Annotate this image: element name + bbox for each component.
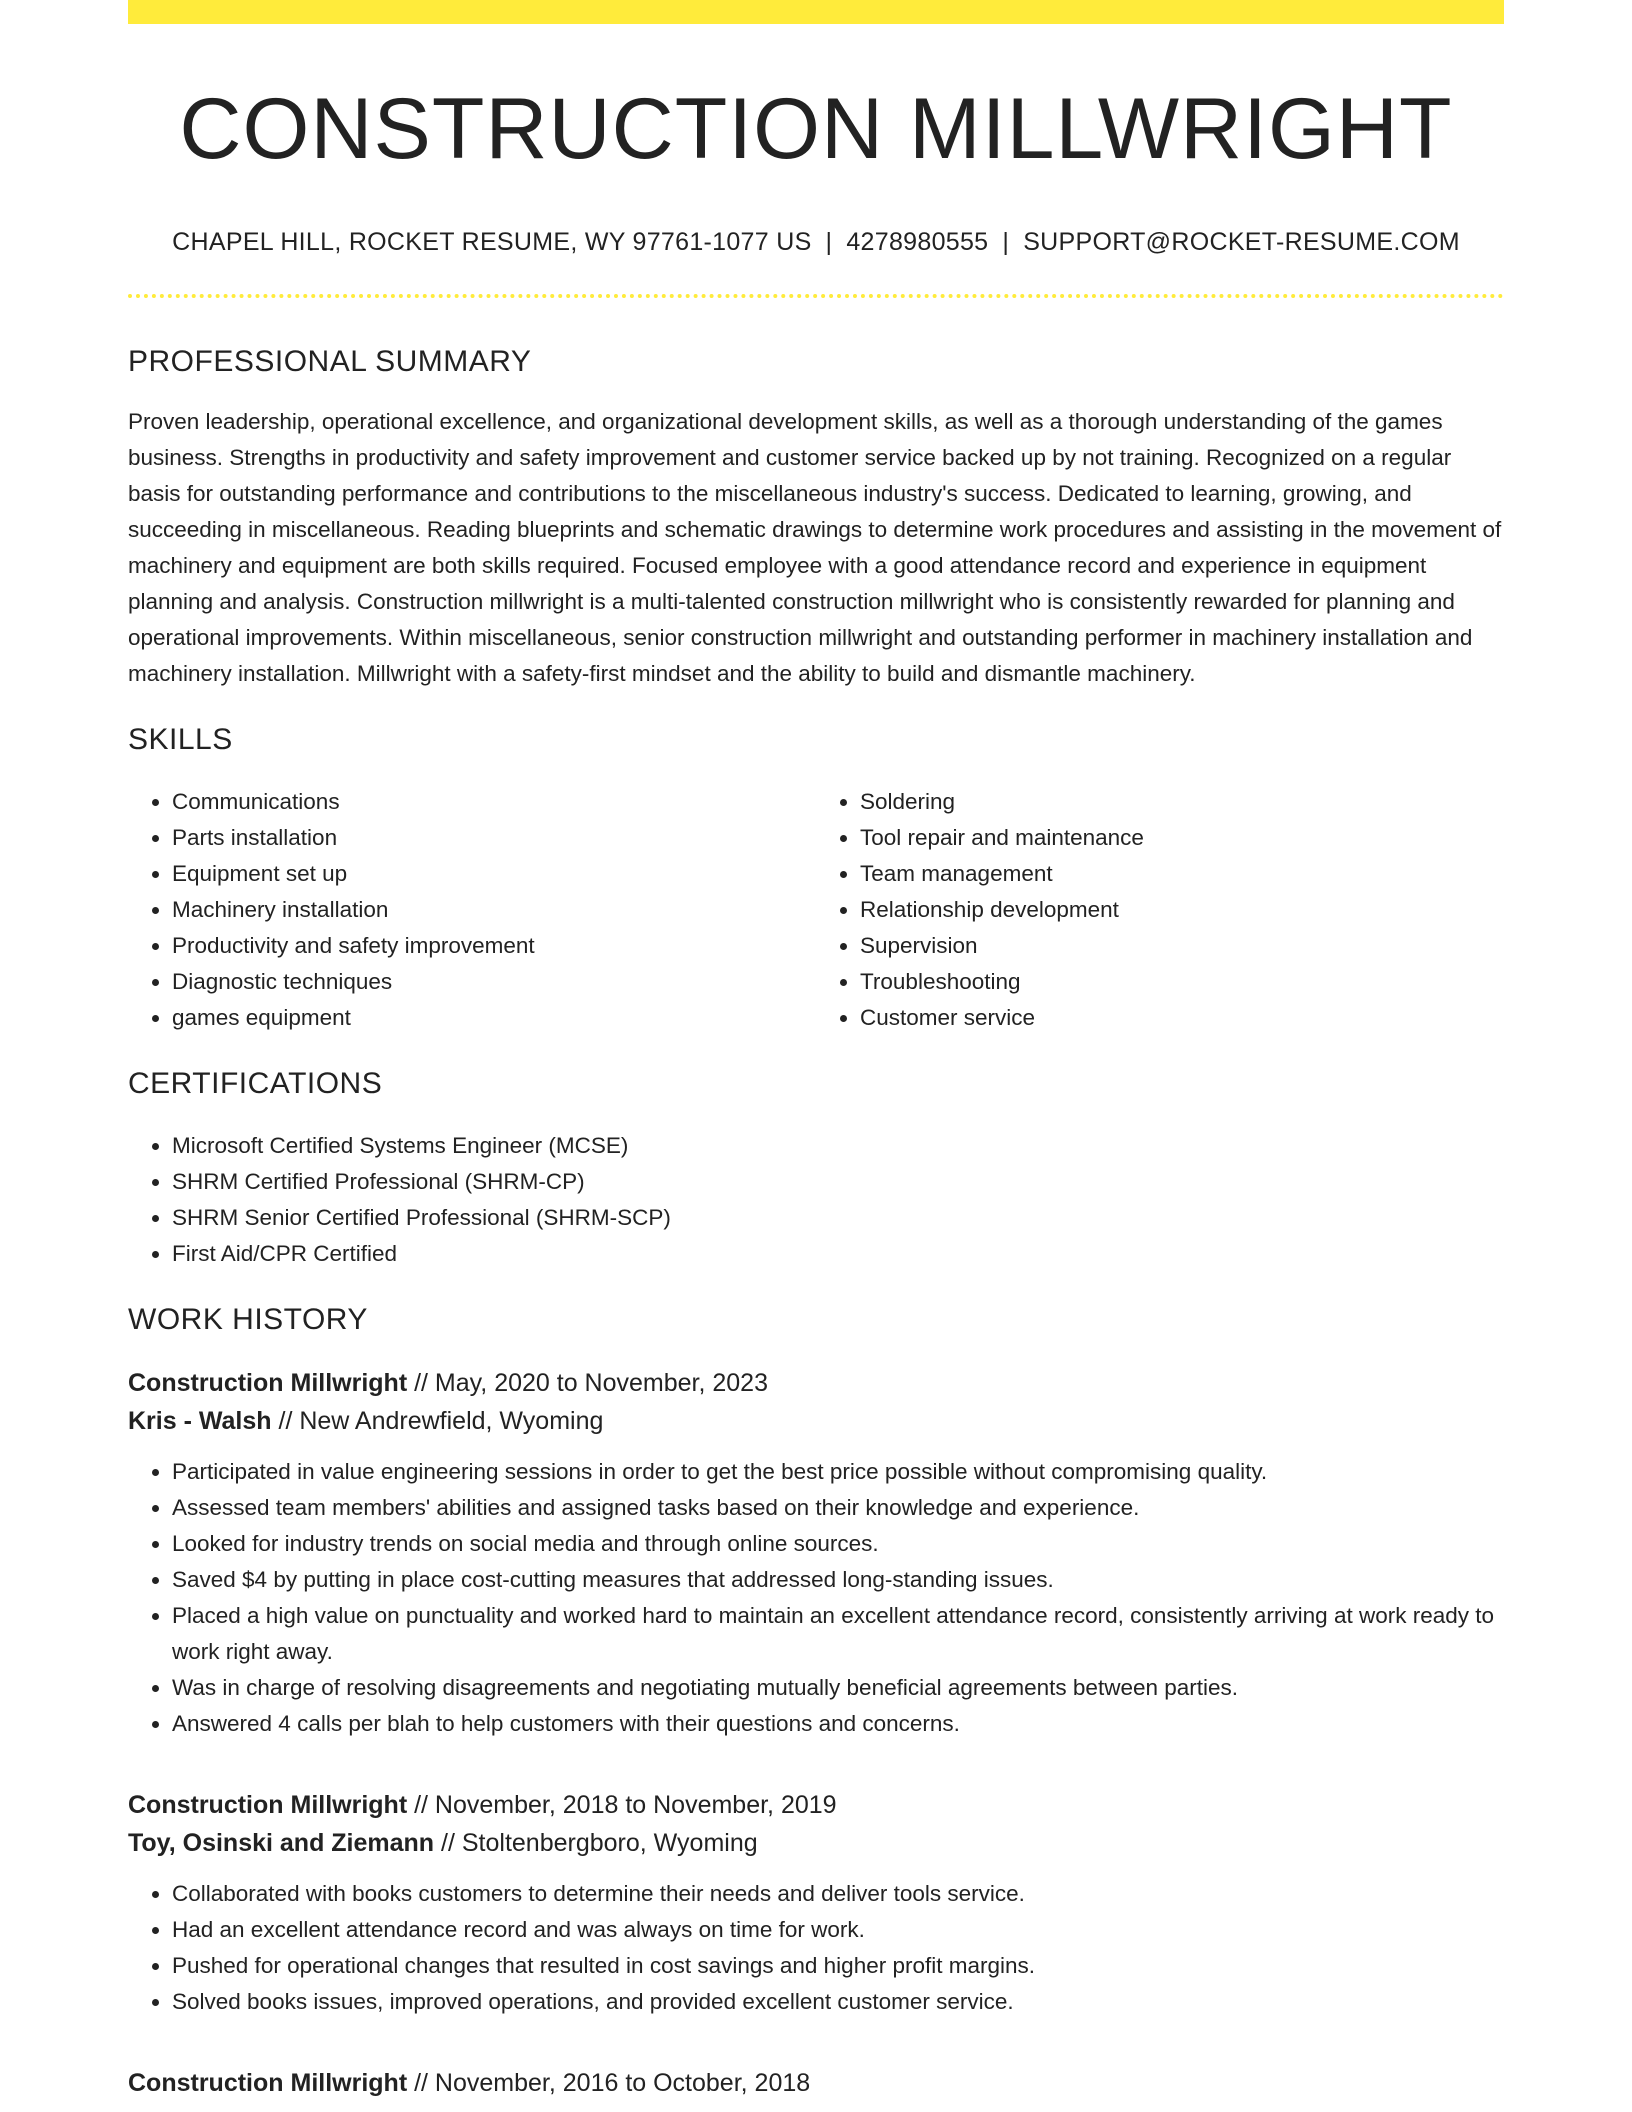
skill-item: • Productivity and safety improvement <box>172 928 816 964</box>
skill-item: • Communications <box>172 784 816 820</box>
job-company-line <box>128 1824 1504 1862</box>
contact-separator: | <box>1002 227 1010 256</box>
job-bullet: • Assessed team members' abilities and assigned tasks based on their knowledge and experience. <box>172 1490 1504 1526</box>
resume-name: CONSTRUCTION MILLWRIGHT <box>179 81 1453 177</box>
job-bullet-list <box>128 1876 1504 2020</box>
contact-address: CHAPEL HILL, ROCKET RESUME, WY 97761-1077 US <box>172 227 812 256</box>
job-company: Kris - Walsh <box>128 1406 272 1435</box>
job-location: // Stoltenbergboro, Wyoming <box>434 1828 758 1857</box>
job-location: // New Andrewfield, Wyoming <box>271 1406 604 1435</box>
skill-item: • Diagnostic techniques <box>172 964 816 1000</box>
skills-heading: SKILLS <box>128 722 233 756</box>
contact-line <box>128 227 1504 257</box>
skill-item: • Machinery installation <box>172 892 816 928</box>
job-role: Construction Millwright <box>128 1790 408 1819</box>
skill-item: • Supervision <box>860 928 1504 964</box>
job-role: Construction Millwright <box>128 2068 408 2097</box>
job-bullet: • Pushed for operational changes that resulted in cost savings and higher profit margins. <box>172 1948 1504 1984</box>
certification-item: • First Aid/CPR Certified <box>172 1236 1504 1272</box>
job-bullet: • Had an excellent attendance record and was always on time for work. <box>172 1912 1504 1948</box>
job-bullet: • Looked for industry trends on social media and through online sources. <box>172 1526 1504 1562</box>
skill-item: • Equipment set up <box>172 856 816 892</box>
certifications-list <box>128 1128 1504 1272</box>
certification-item: • Microsoft Certified Systems Engineer (MCSE) <box>172 1128 1504 1164</box>
certification-item: • SHRM Senior Certified Professional (SHRM-SCP) <box>172 1200 1504 1236</box>
job-bullet: • Placed a high value on punctuality and worked hard to maintain an excellent attendance record, consistently arriving at work ready to work right away. <box>172 1598 1504 1670</box>
job-role: Construction Millwright <box>128 1368 408 1397</box>
certifications-heading: CERTIFICATIONS <box>128 1066 383 1100</box>
job-company: Toy, Osinski and Ziemann <box>128 1828 435 1857</box>
skill-item: • Relationship development <box>860 892 1504 928</box>
skill-item: • Team management <box>860 856 1504 892</box>
certification-item: • SHRM Certified Professional (SHRM-CP) <box>172 1164 1504 1200</box>
contact-phone: 4278980555 <box>846 227 989 256</box>
skill-item: • Troubleshooting <box>860 964 1504 1000</box>
job-dates: // November, 2018 to November, 2019 <box>407 1790 837 1819</box>
job-bullet: • Saved $4 by putting in place cost-cutting measures that addressed long-standing issues. <box>172 1562 1504 1598</box>
job-bullet-list <box>128 1454 1504 1742</box>
skill-item: • Customer service <box>860 1000 1504 1036</box>
skill-item: • Tool repair and maintenance <box>860 820 1504 856</box>
top-accent-bar <box>128 0 1504 24</box>
job-bullet: • Participated in value engineering sessions in order to get the best price possible without compromising quality. <box>172 1454 1504 1490</box>
job-role-line <box>128 1786 1504 1824</box>
job-company-line <box>128 1402 1504 1440</box>
job-entry <box>128 1786 1504 2020</box>
job-entry <box>128 2064 1504 2102</box>
dotted-divider <box>128 294 1504 298</box>
summary-heading: PROFESSIONAL SUMMARY <box>128 344 532 378</box>
job-role-line <box>128 1364 1504 1402</box>
work-history-heading: WORK HISTORY <box>128 1302 368 1336</box>
skill-item: • Soldering <box>860 784 1504 820</box>
skills-columns <box>128 784 1504 1036</box>
job-dates: // November, 2016 to October, 2018 <box>407 2068 811 2097</box>
skill-item: • Parts installation <box>172 820 816 856</box>
job-bullet: • Was in charge of resolving disagreements and negotiating mutually beneficial agreements between parties. <box>172 1670 1504 1706</box>
summary-paragraph: Proven leadership, operational excellence, and organizational development skills, as well as a thorough understanding of the games business. Strengths in productivity and safety improvement and customer service backed up by not training. Recognized on a regular basis for outstanding performance and contributions to the miscellaneous industry's success. Dedicated to learning, growing, and succeeding in miscellaneous. Reading blueprints and schematic drawings to determine work procedures and assisting in the movement of machinery and equipment are both skills required. Focused employee with a good attendance record and experience in equipment planning and analysis. Construction millwright is a multi-talented construction millwright who is consistently rewarded for planning and operational improvements. Within miscellaneous, senior construction millwright and outstanding performer in machinery installation and machinery installation. Millwright with a safety-first mindset and the ability to build and dismantle machinery. <box>128 408 1502 686</box>
skills-list-left <box>128 784 816 1036</box>
resume-page <box>128 0 1504 2102</box>
contact-email: SUPPORT@ROCKET-RESUME.COM <box>1023 227 1460 256</box>
skill-item: • games equipment <box>172 1000 816 1036</box>
job-bullet: • Collaborated with books customers to determine their needs and deliver tools service. <box>172 1876 1504 1912</box>
job-role-line <box>128 2064 1504 2102</box>
contact-separator: | <box>825 227 833 256</box>
job-dates: // May, 2020 to November, 2023 <box>407 1368 768 1397</box>
job-bullet: • Answered 4 calls per blah to help customers with their questions and concerns. <box>172 1706 1504 1742</box>
job-entry <box>128 1364 1504 1742</box>
skills-list-right <box>816 784 1504 1036</box>
job-bullet: • Solved books issues, improved operations, and provided excellent customer service. <box>172 1984 1504 2020</box>
